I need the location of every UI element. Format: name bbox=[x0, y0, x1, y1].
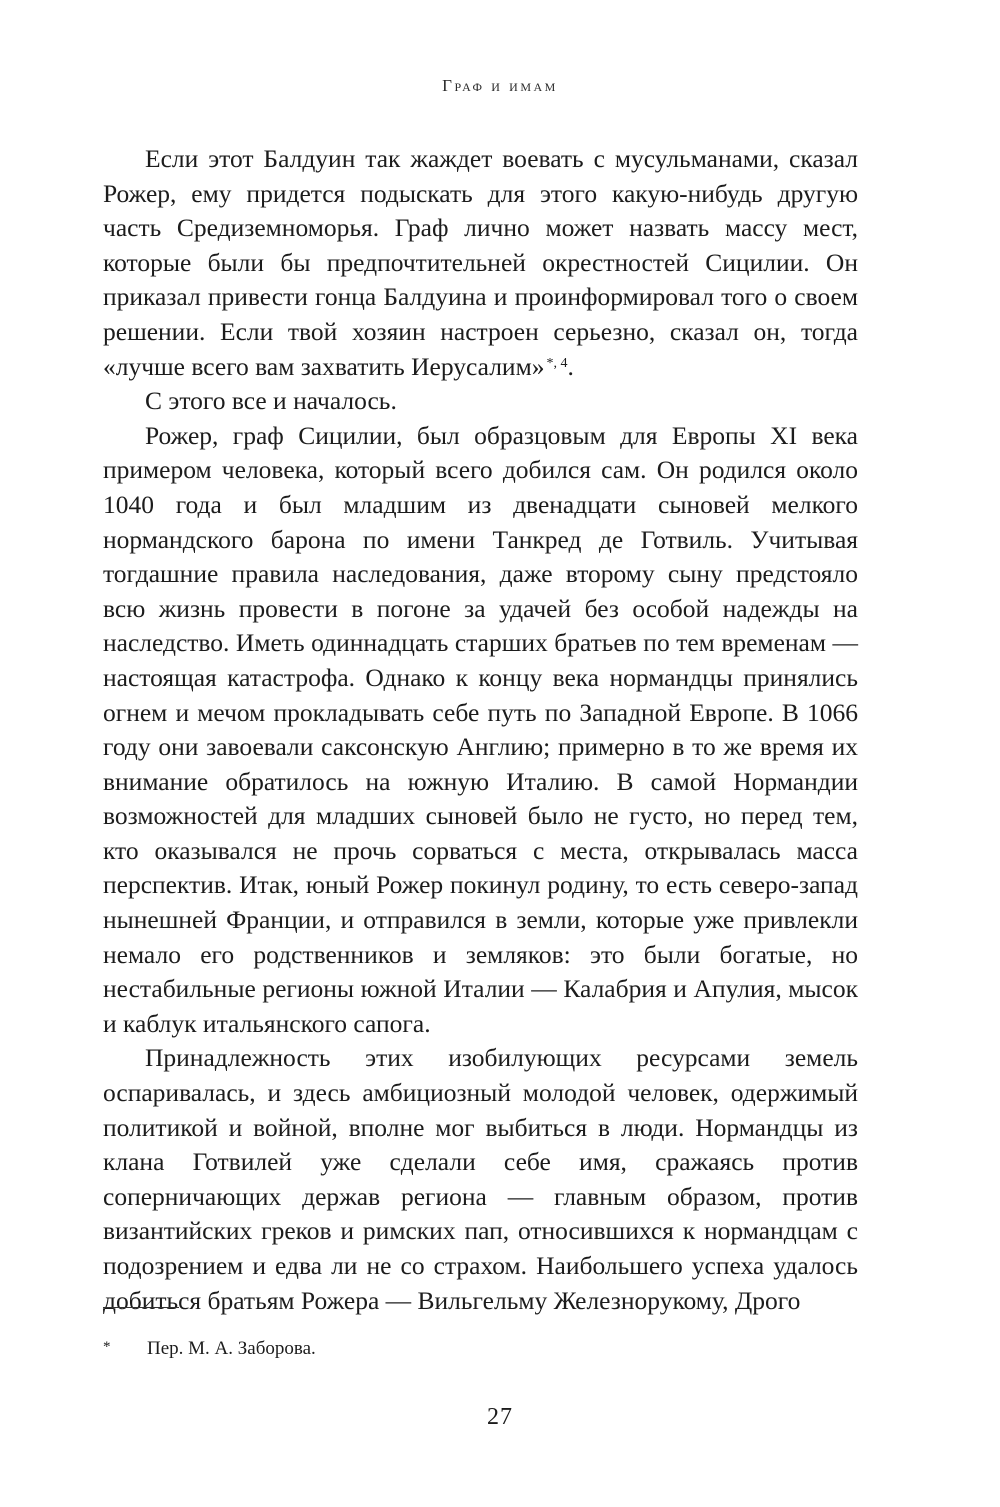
footnote-text: Пер. М. А. Заборова. bbox=[147, 1338, 316, 1359]
footnote-mark: * bbox=[103, 1339, 111, 1355]
paragraph-3: Рожер, граф Сицилии, был образцовым для Европы XI века примером человека, который всего добился сам. Он родился около 1040 года и был младшим из двенадцати сыновей мелкого нормандского барона по имени Танкред де Готвиль. Учитывая тогдашние правила наследования, даже второму сыну предстояло всю жизнь провести в погоне за удачей без особой надежды на наследство. Иметь одиннадцать старших братьев по тем временам — настоящая катастрофа. Однако к концу века нормандцы принялись огнем и мечом прокладывать себе путь по Западной Европе. В 1066 году они завоевали саксонскую Англию; примерно в то же время их внимание обратилось на южную Италию. В самой Нормандии возможностей для младших сыновей было не густо, но перед тем, кто оказывался не прочь сорваться с места, открывалась масса перспектив. Итак, юный Рожер покинул родину, то есть северо-запад нынешней Франции, и отправился в земли, которые уже привлекли немало его родственников и земляков: это были богатые, но нестабильные регионы южной Италии — Калабрия и Апулия, мысок и каблук итальянского сапога. bbox=[103, 420, 858, 1038]
body-text bbox=[103, 142, 858, 1318]
paragraph-1-tail: . bbox=[567, 351, 574, 381]
paragraph-2: С этого все и началось. bbox=[145, 386, 397, 416]
footnote bbox=[103, 1334, 858, 1362]
paragraph-1 bbox=[103, 142, 858, 384]
running-head: Граф и имам bbox=[442, 76, 558, 95]
footnote-reference: *, 4 bbox=[546, 355, 568, 371]
paragraph-4: Принадлежность этих изобилующих ресурсами земель оспаривалась, и здесь амбициозный молодой человек, одержимый политикой и войной, вполне мог выбиться в люди. Нормандцы из клана Готвилей уже сделали себе имя, сражаясь против соперничающих держав региона — главным образом, против византийских греков и римских пап, относившихся к нормандцам с подозрением и едва ли не со страхом. Наибольшего успеха удалось добиться братьям Рожера — Вильгельму Железнорукому, Дрого bbox=[103, 1043, 858, 1315]
page-number: 27 bbox=[487, 1404, 513, 1430]
paragraph-1-text: Если этот Балдуин так жаждет воевать с мусульманами, сказал Рожер, ему придется подыскать для этого какую-нибудь другую часть Средиземноморья. Граф лично может назвать массу мест, которые были бы предпочтительней окрестностей Сицилии. Он приказал привести гонца Балдуина и проинформировал того о своем решении. Если твой хозяин настроен серьезно, сказал он, тогда «лучше всего вам захватить Иерусалим» bbox=[103, 144, 858, 381]
footnote-divider bbox=[103, 1307, 179, 1308]
